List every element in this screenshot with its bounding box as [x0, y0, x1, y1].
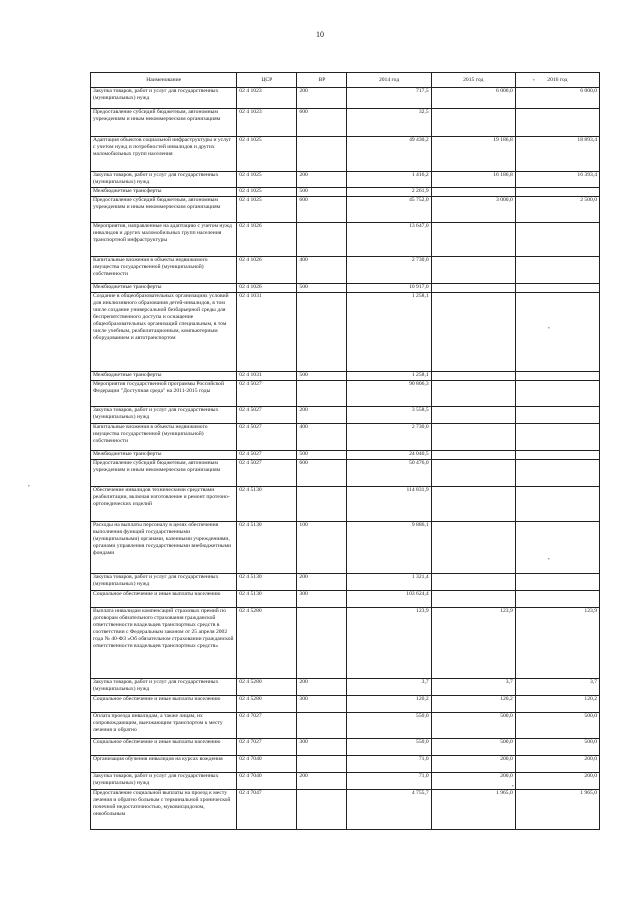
- table-row: [91, 293, 600, 372]
- pen-mark: ,: [512, 780, 514, 788]
- cell-2016: 500,0: [515, 739, 599, 756]
- cell-vr: [297, 487, 347, 522]
- cell-2015: [431, 257, 515, 284]
- cell-vr: 600: [297, 109, 347, 137]
- cell-2015: 500,0: [431, 713, 515, 739]
- cell-2016: 200,0: [515, 756, 599, 773]
- table-row: [91, 756, 600, 773]
- cell-vr: [297, 608, 347, 679]
- cell-2016: 18 893,4: [515, 137, 599, 172]
- cell-csr: 02 4 5027: [237, 460, 297, 487]
- cell-2014: 4 755,7: [347, 790, 431, 830]
- cell-2014: 50 476,0: [347, 460, 431, 487]
- cell-2015: [431, 451, 515, 460]
- cell-name: Мероприятия государственной программы Российской Федерации "Доступная среда" на 2011-2015 годы: [91, 381, 237, 407]
- cell-csr: 02 4 7040: [237, 773, 297, 790]
- table-row: [91, 451, 600, 460]
- cell-2016: [515, 487, 599, 522]
- cell-vr: [297, 137, 347, 172]
- cell-2015: 200,0: [431, 756, 515, 773]
- cell-2014: 9 886,1: [347, 522, 431, 574]
- cell-2016: [515, 407, 599, 424]
- table-row: [91, 257, 600, 284]
- cell-2016: 3,7: [515, 679, 599, 696]
- cell-2014: 71,0: [347, 756, 431, 773]
- cell-2014: 114 831,9: [347, 487, 431, 522]
- table-row: [91, 197, 600, 223]
- cell-2014: 120,2: [347, 696, 431, 713]
- cell-2015: 19 186,8: [431, 137, 515, 172]
- cell-2016: [515, 372, 599, 381]
- table-row: [91, 188, 600, 197]
- header-name: Наименование: [91, 73, 237, 88]
- cell-2016: 123,9: [515, 608, 599, 679]
- table-row: [91, 696, 600, 713]
- cell-vr: 200: [297, 88, 347, 109]
- table-row: [91, 713, 600, 739]
- table-row: [91, 574, 600, 591]
- cell-vr: 600: [297, 460, 347, 487]
- header-2016: 2016 год: [515, 73, 599, 88]
- cell-2014: 13 647,0: [347, 223, 431, 257]
- cell-vr: [297, 223, 347, 257]
- table-row: [91, 284, 600, 293]
- table-row: [91, 372, 600, 381]
- cell-2015: [431, 293, 515, 372]
- cell-vr: [297, 381, 347, 407]
- cell-2015: [431, 424, 515, 451]
- cell-vr: 500: [297, 451, 347, 460]
- cell-vr: [297, 293, 347, 372]
- cell-csr: 02 4 5027: [237, 451, 297, 460]
- cell-csr: 02 4 7027: [237, 713, 297, 739]
- table-row: [91, 591, 600, 608]
- cell-name: Организация обучения инвалидов на курсах вождения: [91, 756, 237, 773]
- cell-csr: 02 4 1031: [237, 372, 297, 381]
- cell-2016: [515, 522, 599, 574]
- cell-vr: 500: [297, 188, 347, 197]
- cell-2015: [431, 223, 515, 257]
- table-body: [91, 88, 600, 830]
- cell-2015: [431, 522, 515, 574]
- cell-2015: 500,0: [431, 739, 515, 756]
- cell-2015: [431, 407, 515, 424]
- table-row: [91, 88, 600, 109]
- cell-2015: [431, 109, 515, 137]
- cell-name: Закупка товаров, работ и услуг для государственных (муниципальных) нужд: [91, 172, 237, 188]
- cell-2015: [431, 188, 515, 197]
- cell-name: Межбюджетные трансферты: [91, 188, 237, 197]
- cell-name: Капитальные вложения в объекты недвижимого имущества государственной (муниципальной) собственности: [91, 257, 237, 284]
- cell-csr: 02 4 1023: [237, 109, 297, 137]
- cell-2016: [515, 451, 599, 460]
- cell-name: Социальное обеспечение и иные выплаты населению: [91, 739, 237, 756]
- cell-csr: 02 4 1023: [237, 88, 297, 109]
- table-row: [91, 790, 600, 830]
- cell-2016: 500,0: [515, 713, 599, 739]
- cell-name: Предоставление субсидий бюджетным, автономным учреждениям и иным некоммерческим организациям: [91, 197, 237, 223]
- cell-2015: [431, 591, 515, 608]
- cell-csr: 02 4 5280: [237, 679, 297, 696]
- cell-name: Закупка товаров, работ и услуг для государственных (муниципальных) нужд: [91, 88, 237, 109]
- cell-2014: 71,0: [347, 773, 431, 790]
- cell-2014: 550,0: [347, 739, 431, 756]
- cell-2015: 1 965,0: [431, 790, 515, 830]
- cell-2015: [431, 460, 515, 487]
- cell-2016: 6 000,0: [515, 88, 599, 109]
- cell-2016: [515, 188, 599, 197]
- cell-2016: [515, 381, 599, 407]
- cell-csr: 02 4 7027: [237, 739, 297, 756]
- cell-2014: 123,9: [347, 608, 431, 679]
- table-row: [91, 109, 600, 137]
- cell-2014: 90 806,3: [347, 381, 431, 407]
- cell-vr: [297, 756, 347, 773]
- cell-2014: 1 258,1: [347, 372, 431, 381]
- cell-2016: 200,0: [515, 773, 599, 790]
- cell-csr: 02 4 5130: [237, 574, 297, 591]
- pen-mark: ,: [28, 480, 30, 488]
- cell-name: Расходы на выплаты персоналу в целях обеспечения выполнения функций государственными (муниципальными) органами, казенными учреждениями, органами управления государственными внебюджетными фондами: [91, 522, 237, 574]
- cell-2015: [431, 574, 515, 591]
- cell-2016: [515, 460, 599, 487]
- cell-name: Социальное обеспечение и иные выплаты населению: [91, 696, 237, 713]
- cell-vr: 200: [297, 407, 347, 424]
- cell-vr: [297, 790, 347, 830]
- cell-2015: [431, 381, 515, 407]
- cell-2014: 1 416,2: [347, 172, 431, 188]
- cell-vr: 100: [297, 522, 347, 574]
- cell-name: Создание в общеобразовательных организациях условий для инклюзивного образования детей-инвалидов, в том числе создание универсальной безбарьерной среды для беспрепятственного доступа и оснащение общеобразовательных организаций специальным, в том числе учебным, реабилитационным, компьютерным оборудованием и автотранспортом: [91, 293, 237, 372]
- cell-2014: 24 040,5: [347, 451, 431, 460]
- cell-vr: 600: [297, 197, 347, 223]
- cell-2015: 3 000,0: [431, 197, 515, 223]
- pen-mark: ,: [533, 74, 535, 82]
- cell-2014: 2 730,0: [347, 257, 431, 284]
- cell-csr: 02 4 5027: [237, 424, 297, 451]
- header-csr: ЦСР: [237, 73, 297, 88]
- table-row: [91, 608, 600, 679]
- cell-name: Межбюджетные трансферты: [91, 372, 237, 381]
- cell-2015: [431, 487, 515, 522]
- cell-name: Предоставление субсидий бюджетным, автономным учреждениям и иным некоммерческим организациям: [91, 109, 237, 137]
- cell-name: Оплата проезда инвалидам, а также лицам, их сопровождающим, выезжающим транспортом к месту лечения и обратно: [91, 713, 237, 739]
- cell-csr: 02 4 5130: [237, 591, 297, 608]
- cell-vr: 500: [297, 284, 347, 293]
- cell-2014: 32,5: [347, 109, 431, 137]
- cell-csr: 02 4 5130: [237, 487, 297, 522]
- cell-2016: 120,2: [515, 696, 599, 713]
- cell-vr: 400: [297, 257, 347, 284]
- pen-mark: ,: [548, 322, 550, 330]
- cell-2014: 103 624,4: [347, 591, 431, 608]
- cell-2016: [515, 284, 599, 293]
- cell-vr: 200: [297, 574, 347, 591]
- cell-name: Обеспечение инвалидов техническими средствами реабилитации, включая изготовление и ремонт протезно-ортопедических изделий: [91, 487, 237, 522]
- cell-2015: 6 000,0: [431, 88, 515, 109]
- header-2014: 2014 год: [347, 73, 431, 88]
- cell-2014: 1 258,1: [347, 293, 431, 372]
- cell-csr: 02 4 5280: [237, 696, 297, 713]
- table-row: [91, 460, 600, 487]
- cell-csr: 02 4 5027: [237, 381, 297, 407]
- table-row: [91, 172, 600, 188]
- cell-name: Мероприятия, направленные на адаптацию с учетом нужд инвалидов и других маломобильных групп населения транспортной инфраструктуры: [91, 223, 237, 257]
- cell-csr: 02 4 1025: [237, 172, 297, 188]
- cell-csr: 02 4 5027: [237, 407, 297, 424]
- cell-2016: 16 393,4: [515, 172, 599, 188]
- cell-name: Межбюджетные трансферты: [91, 284, 237, 293]
- cell-2015: 3,7: [431, 679, 515, 696]
- cell-2014: 1 321,4: [347, 574, 431, 591]
- cell-2016: [515, 223, 599, 257]
- header-vr: ВР: [297, 73, 347, 88]
- cell-2014: 3,7: [347, 679, 431, 696]
- cell-csr: 02 4 7040: [237, 756, 297, 773]
- cell-csr: 02 4 5280: [237, 608, 297, 679]
- cell-2015: 120,2: [431, 696, 515, 713]
- cell-2015: 123,9: [431, 608, 515, 679]
- table-row: [91, 739, 600, 756]
- cell-2016: [515, 424, 599, 451]
- cell-2016: [515, 293, 599, 372]
- cell-csr: 02 4 1025: [237, 137, 297, 172]
- cell-csr: 02 4 5130: [237, 522, 297, 574]
- cell-vr: 200: [297, 773, 347, 790]
- cell-2014: 2 730,0: [347, 424, 431, 451]
- cell-name: Социальное обеспечение и иные выплаты населению: [91, 591, 237, 608]
- cell-csr: 02 4 1031: [237, 293, 297, 372]
- cell-name: Закупка товаров, работ и услуг для государственных (муниципальных) нужд: [91, 407, 237, 424]
- cell-2014: 717,5: [347, 88, 431, 109]
- cell-csr: 02 4 1026: [237, 284, 297, 293]
- table-row: [91, 487, 600, 522]
- cell-csr: 02 4 1025: [237, 197, 297, 223]
- table-row: [91, 773, 600, 790]
- table-row: [91, 424, 600, 451]
- cell-2014: 3 558,5: [347, 407, 431, 424]
- cell-2014: 2 261,9: [347, 188, 431, 197]
- cell-vr: [297, 713, 347, 739]
- cell-vr: 400: [297, 424, 347, 451]
- cell-2016: [515, 257, 599, 284]
- cell-2014: 49 430,2: [347, 137, 431, 172]
- cell-2015: [431, 284, 515, 293]
- pen-mark: ,: [548, 553, 550, 561]
- table-row: [91, 137, 600, 172]
- budget-table: [90, 72, 600, 830]
- table-row: [91, 407, 600, 424]
- cell-name: Закупка товаров, работ и услуг для государственных (муниципальных) нужд: [91, 679, 237, 696]
- cell-2016: [515, 109, 599, 137]
- cell-csr: 02 4 7047: [237, 790, 297, 830]
- cell-name: Предоставление субсидий бюджетным, автономным учреждениям и иным некоммерческим организациям: [91, 460, 237, 487]
- cell-2014: 550,0: [347, 713, 431, 739]
- cell-name: Межбюджетные трансферты: [91, 451, 237, 460]
- cell-name: Закупка товаров, работ и услуг для государственных (муниципальных) нужд: [91, 574, 237, 591]
- table-row: [91, 223, 600, 257]
- page-number: 10: [316, 30, 324, 39]
- cell-vr: 500: [297, 372, 347, 381]
- cell-name: Предоставление социальной выплаты на проезд к месту лечения и обратно больным с терминальной хронической почечной недостаточностью, муковисцидозом, онкобольным: [91, 790, 237, 830]
- cell-2015: 200,0: [431, 773, 515, 790]
- cell-2016: [515, 591, 599, 608]
- cell-vr: 200: [297, 679, 347, 696]
- cell-2014: 10 917,0: [347, 284, 431, 293]
- cell-vr: 300: [297, 591, 347, 608]
- cell-2016: [515, 574, 599, 591]
- cell-2016: 2 500,0: [515, 197, 599, 223]
- cell-name: Выплата инвалидам компенсаций страховых премий по договорам обязательного страхования гражданской ответственности владельцев транспортных средств в соответствии с Федеральным законом от 25 апреля 2002 года № 40-ФЗ «Об обязательном страховании гражданской ответственности владельцев транспортных средств»: [91, 608, 237, 679]
- table-row: [91, 381, 600, 407]
- cell-name: Закупка товаров, работ и услуг для государственных (муниципальных) нужд: [91, 773, 237, 790]
- cell-vr: 300: [297, 696, 347, 713]
- cell-2015: 16 186,8: [431, 172, 515, 188]
- table-header-row: [91, 73, 600, 88]
- cell-2015: [431, 372, 515, 381]
- cell-name: Капитальные вложения в объекты недвижимого имущества государственной (муниципальной) собственности: [91, 424, 237, 451]
- header-2015: 2015 год: [431, 73, 515, 88]
- table-row: [91, 679, 600, 696]
- cell-csr: 02 4 1026: [237, 257, 297, 284]
- table-row: [91, 522, 600, 574]
- cell-2014: 45 752,0: [347, 197, 431, 223]
- cell-vr: 200: [297, 172, 347, 188]
- cell-name: Адаптация объектов социальной инфраструктуры и услуг с учетом нужд и потребностей инвалидов и других маломобильных групп населения: [91, 137, 237, 172]
- cell-vr: 300: [297, 739, 347, 756]
- cell-csr: 02 4 1026: [237, 223, 297, 257]
- cell-2016: 1 965,0: [515, 790, 599, 830]
- cell-csr: 02 4 1025: [237, 188, 297, 197]
